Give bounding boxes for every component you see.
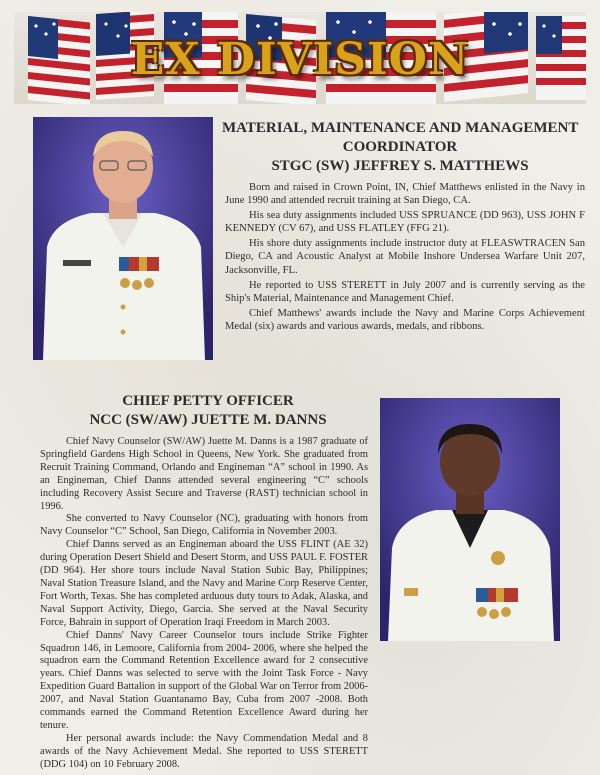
bio-paragraph: Chief Danns served as an Engineman aboard the USS FLINT (AE 32) during Operation Desert Shield and Desert Storm, and USS PAUL F. FOSTER (DD 964). Her shore tours include Naval Station Subic Bay, Philippines; Naval Station Treasure Island, and the Navy and Marine Corp Reserve Center, Fort Worth, Texas. She has completed arduous duty tours to Adak, Alaska, and Naval Support Activity, Diego, Garcia. She served at the Naval Security Force, Bahrain in support of Operation Iraqi Freedom in March 2003. xyxy=(40,539,368,628)
heading-line: COORDINATOR xyxy=(342,139,458,155)
portrait-image xyxy=(33,117,213,360)
bio-paragraph: Her personal awards include: the Navy Commendation Medal and 8 awards of the Navy Achievement Medal. She reported to USS STERETT (DDG 104) on 10 February 2008. xyxy=(40,732,368,770)
division-title: EX DIVISION xyxy=(130,34,470,85)
portrait-danns xyxy=(380,398,560,641)
heading-line: CHIEF PETTY OFFICER xyxy=(122,393,294,409)
bio-paragraph: Chief Danns' Navy Career Counselor tours include Strike Fighter Squadron 146, in Lemoore, California from 2004- 2006, where she helped the squadron earn the Command Retention Excellence award for 2 consecutive years. Chief Danns was selected to serve with the Joint Task Force - Navy Expedition Guard Battalion in support of the Global War on Terror from 2006-2007, and Naval Station Guantanamo Bay, Cuba from 2007 -2008. Both commands earned the Command Retention Excellence Award during her tenure. xyxy=(40,629,368,731)
bio-paragraph: He reported to USS STERETT in July 2007 and is currently serving as the Ship's Material, Maintenance and Management Chief. xyxy=(225,279,585,304)
bio-paragraph: Born and raised in Crown Point, IN, Chief Matthews enlisted in the Navy in June 1990 and attended recruit training at San Diego, CA. xyxy=(225,182,585,207)
bio-paragraph: His sea duty assignments included USS SPRUANCE (DD 963), USS JOHN F KENNEDY (CV 67), and USS FLATLEY (FFG 21). xyxy=(225,210,585,235)
heading-line: MATERIAL, MAINTENANCE AND MANAGEMENT xyxy=(222,120,579,136)
heading-danns xyxy=(40,392,376,430)
bio-paragraph: Chief Navy Counselor (SW/AW) Juette M. Danns is a 1987 graduate of Springfield Gardens High School in Queens, New York. She graduated from Recruit Training Command, Orlando and Engineman “A” school in 1990. As an Engineman, Chief Danns attended several engineering “C” schools including Recovery Assist Secure and Traverse (RAST) technician school in 1996. xyxy=(40,436,368,512)
heading-matthews xyxy=(222,119,578,176)
bio-paragraph: Chief Matthews' awards include the Navy and Marine Corps Achievement Medal (six) awards and various awards, medals, and ribbons. xyxy=(225,307,585,332)
bio-danns xyxy=(40,436,368,772)
flag-banner xyxy=(14,12,586,104)
heading-line: NCC (SW/AW) JUETTE M. DANNS xyxy=(89,412,327,428)
portrait-matthews xyxy=(33,117,213,360)
portrait-image xyxy=(380,398,560,641)
bio-matthews xyxy=(225,181,585,335)
heading-line: STGC (SW) JEFFREY S. MATTHEWS xyxy=(271,158,529,174)
bio-paragraph: His shore duty assignments include instructor duty at FLEASWTRACEN San Diego, CA and Acoustic Analyst at Mobile Inshore Undersea Warfare Unit 207, Jacksonville, FL. xyxy=(225,238,585,276)
bio-paragraph: She converted to Navy Counselor (NC), graduating with honors from Navy Counselor “C” School, San Diego, California in November 2003. xyxy=(40,513,368,538)
